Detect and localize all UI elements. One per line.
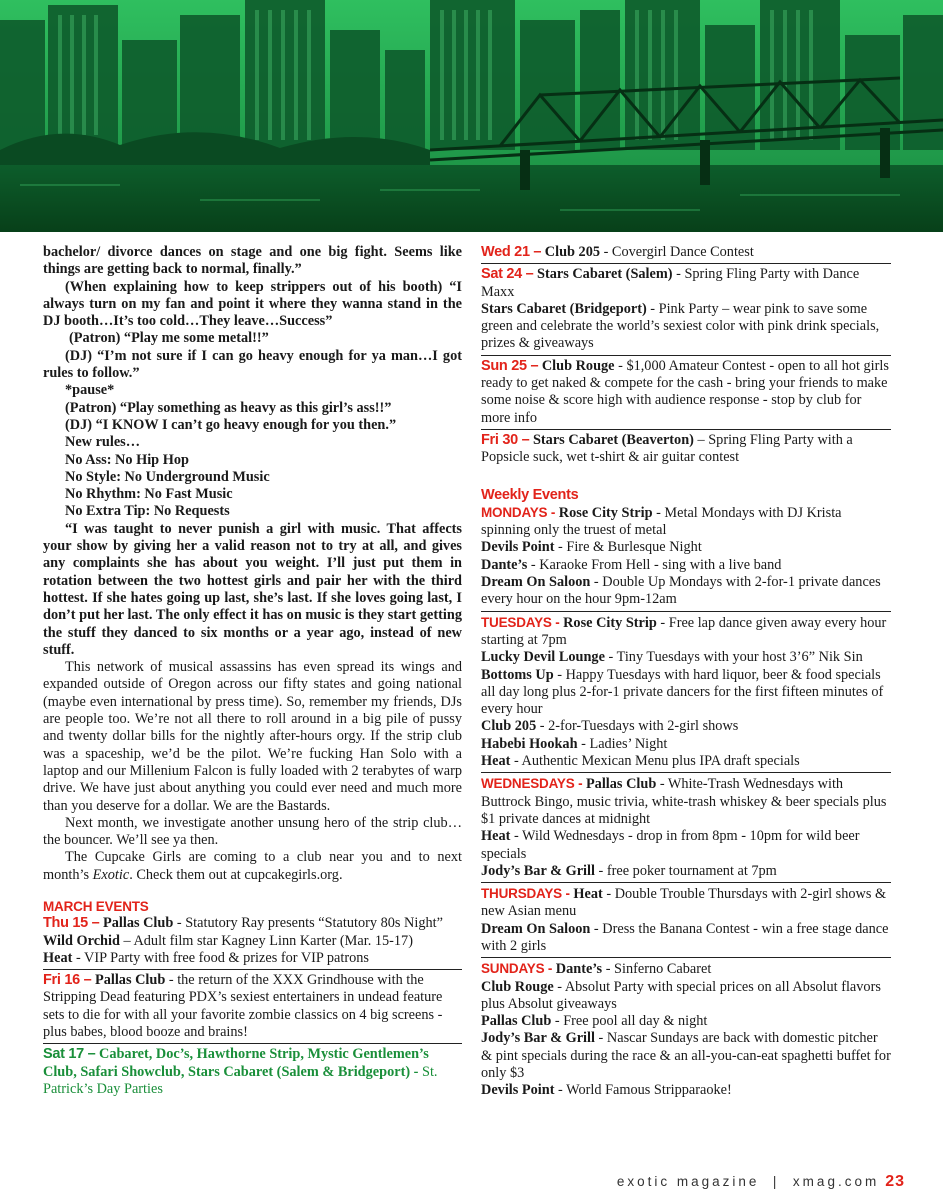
divider	[481, 429, 891, 430]
article-paragraph: (DJ) “I KNOW I can’t go heavy enough for you then.”	[65, 416, 397, 433]
weekday-label: WEDNESDAYS -	[481, 776, 583, 792]
article-paragraph: bachelor/ divorce dances on stage and one big fight. Seems like things are getting back to normal, finally.”	[43, 244, 462, 278]
divider	[481, 957, 891, 958]
article-paragraph: *pause*	[65, 382, 115, 399]
article-paragraph: (DJ) “I’m not sure if I can go heavy enough for ya man…I got rules to follow.”	[43, 347, 462, 382]
weekly-block-mondays	[481, 504, 891, 609]
event-date: Fri 30 –	[481, 431, 530, 448]
paragraph-text: The Cupcake Girls are coming to a club near you and to next month’s	[43, 849, 462, 883]
event-description: - Fire & Burlesque Night	[554, 539, 702, 556]
event-description: - Spring Fling Party with Dance Maxx	[481, 266, 860, 300]
divider	[43, 969, 462, 970]
event-date: Wed 21 –	[481, 244, 542, 260]
event-description: - Pink Party – wear pink to save some green and celebrate the world’s sexiest color with pink drink specials, prizes & giveaways	[481, 300, 880, 352]
article-paragraph: (Patron) “Play something as heavy as this girl’s ass!!”	[65, 399, 392, 416]
event-venue: Pallas Club	[94, 972, 166, 989]
event-venue: Dream On Saloon	[481, 574, 591, 591]
weekly-block-sundays	[481, 960, 891, 1099]
event-description: - Absolut Party with special prices on all Absolut flavors plus Absolut giveaways	[481, 978, 881, 1012]
event-venue: Pallas Club	[103, 915, 174, 932]
divider	[481, 355, 891, 356]
event-block	[43, 1046, 462, 1098]
event-description: - Double Up Mondays with 2-for-1 private dances every hour on the hour 9pm-12am	[481, 574, 881, 608]
event-description: – Spring Fling Party with a Popsicle suck, wet t-shirt & air guitar contest	[481, 431, 853, 466]
event-venue: Lucky Devil Lounge	[481, 649, 605, 666]
event-description: - White-Trash Wednesdays with Buttrock Bingo, music trivia, white-trash whiskey & beer specials plus $1 private dances at midnight	[481, 776, 887, 827]
event-venue: Heat	[43, 949, 73, 966]
event-venue: Heat	[481, 753, 511, 770]
event-venue: Bottoms Up	[481, 666, 554, 683]
weekday-label: TUESDAYS -	[481, 614, 560, 630]
event-venue: Rose City Strip	[558, 504, 653, 521]
event-description: - Authentic Mexican Menu plus IPA draft specials	[510, 753, 800, 770]
event-venue: Stars Cabaret (Salem)	[537, 266, 673, 283]
event-venue: Club Rouge	[481, 978, 554, 995]
event-block	[43, 915, 462, 967]
event-description: - Nascar Sundays are back with domestic pitcher & pint specials during the race & an all-you-can-eat spaghetti buffet for only $3	[481, 1030, 891, 1082]
event-description: - Double Trouble Thursdays with 2-girl shows & new Asian menu	[481, 886, 887, 920]
event-venue: Rose City Strip	[563, 614, 657, 631]
event-venue: Heat	[481, 828, 511, 845]
weekly-block-thursdays	[481, 885, 891, 955]
paragraph-text: . Check them out at cupcakegirls.org.	[129, 866, 343, 883]
article-paragraph	[43, 849, 462, 884]
event-block	[481, 266, 891, 352]
weekday-label: SUNDAYS -	[481, 961, 553, 977]
event-date: Sat 24 –	[481, 266, 534, 283]
event-description: - VIP Party with free food & prizes for VIP patrons	[72, 949, 369, 966]
divider	[43, 1043, 462, 1044]
article-paragraph: No Rhythm: No Fast Music	[65, 486, 233, 503]
article-paragraph: Next month, we investigate another unsung hero of the strip club…the bouncer. We’ll see ya then.	[43, 814, 462, 849]
event-date: Fri 16 –	[43, 972, 92, 989]
event-venue: Stars Cabaret (Bridgeport)	[481, 300, 647, 317]
event-venue: Habebi Hookah	[481, 735, 578, 752]
event-description: - Free pool all day & night	[551, 1013, 708, 1030]
event-venue: Cabaret, Doc’s, Hawthorne Strip, Mystic Gentlemen’s Club, Safari Showclub, Stars Cabaret (Salem & Bridgeport) -	[43, 1046, 429, 1080]
event-block	[481, 432, 891, 467]
event-description: - Ladies’ Night	[577, 735, 668, 752]
event-description: - World Famous Stripparaoke!	[554, 1082, 732, 1099]
event-description: - Dress the Banana Contest - win a free stage dance with 2 girls	[481, 920, 889, 954]
page-number: 23	[885, 1173, 905, 1190]
event-venue: Club 205	[544, 244, 601, 260]
event-venue: Jody’s Bar & Grill	[481, 1030, 595, 1047]
event-description: - Wild Wednesdays - drop in from 8pm - 10pm for wild beer specials	[481, 828, 860, 862]
event-date: Thu 15 –	[43, 915, 100, 932]
event-venue: Dante’s	[481, 556, 528, 573]
event-venue: Pallas Club	[585, 776, 657, 793]
article-paragraph: New rules…	[65, 434, 141, 451]
weekly-events-heading: Weekly Events	[481, 486, 579, 503]
article-paragraph: This network of musical assassins has even spread its wings and expanded outside of Oregon across our fifty states and going national (maybe even international by press time). So, remember my friends, DJs are people too. We’re not all there to roll around in a big pile of pussy and twenty dollar bills for the nightly after-hours orgy. If the strip club was a spaceship, we’d be the pilot. We’re fucking Han Solo with a laptop and our Millenium Falcon is fully loaded with 2 terabytes of warp drive. We have just about anything you could ever need and much more than you deserve for a dollar. We are the Bastards.	[43, 659, 462, 814]
divider	[481, 611, 891, 612]
weekday-label: THURSDAYS -	[481, 886, 570, 902]
event-description: - Sinferno Cabaret	[602, 961, 712, 978]
event-venue: Jody’s Bar & Grill	[481, 862, 595, 879]
footer-publication: exotic magazine | xmag.com	[616, 1174, 880, 1189]
event-venue: Club 205	[481, 718, 537, 735]
event-venue: Dante’s	[555, 961, 603, 978]
article-paragraph: No Style: No Underground Music	[65, 468, 270, 485]
event-description: - Covergirl Dance Contest	[600, 244, 754, 260]
event-block	[43, 972, 462, 1041]
left-article-column	[43, 244, 462, 1098]
divider	[481, 882, 891, 883]
event-block	[481, 244, 891, 261]
article-paragraph: (When explaining how to keep strippers out of his booth) “I always turn on my fan and point it where they wanna stand in the DJ booth…It’s too cold…They leave…Success”	[43, 278, 462, 330]
weekday-label: MONDAYS -	[481, 504, 556, 520]
event-venue: Club Rouge	[541, 357, 615, 374]
event-description: St. Patrick’s Day Parties	[43, 1063, 438, 1097]
event-description: - Metal Mondays with DJ Krista spinning only the truest of metal	[481, 504, 842, 539]
event-venue: Stars Cabaret (Beaverton)	[532, 431, 694, 448]
event-description: - 2-for-Tuesdays with 2-girl shows	[536, 718, 739, 735]
article-paragraph: (Patron) “Play me some metal!!”	[69, 330, 269, 347]
event-venue: Devils Point	[481, 539, 555, 556]
event-description: - $1,000 Amateur Contest - open to all hot girls ready to get naked & compete for the cash - bring your friends to make some noise & score high with audience response - stop by club for more info	[481, 357, 889, 426]
weekly-block-tuesdays	[481, 614, 891, 771]
event-venue: Pallas Club	[481, 1013, 552, 1030]
event-block	[481, 358, 891, 427]
article-paragraph: No Extra Tip: No Requests	[65, 503, 230, 520]
event-venue: Wild Orchid	[43, 932, 120, 949]
event-date: Sun 25 –	[481, 357, 539, 374]
divider	[481, 263, 891, 264]
event-description: - Free lap dance given away every hour starting at 7pm	[481, 614, 887, 648]
march-events-heading: MARCH EVENTS	[43, 898, 149, 914]
event-description: – Adult film star Kagney Linn Karter (Mar. 15-17)	[119, 932, 413, 949]
event-venue: Heat	[573, 886, 603, 903]
event-description: - free poker tournament at 7pm	[594, 862, 777, 879]
article-paragraph: “I was taught to never punish a girl with music. That affects your show by giving her a valid reason not to try at all, and gives any complaints she has about you weight. I’ll just put them in rotation between the two hottest girls and pair her with the third hottest. If she hates going up last, she’s last. If she loves going last, I don’t put her last. The only effect it has on music is they start getting the stuff they danced to six months or a year ago, instead of new stuff.	[43, 520, 462, 658]
right-events-column	[481, 244, 891, 1100]
article-paragraph: No Ass: No Hip Hop	[65, 451, 189, 468]
event-venue: Devils Point	[481, 1082, 555, 1099]
event-description: - Statutory Ray presents “Statutory 80s Night”	[173, 915, 443, 932]
magazine-title: Exotic	[92, 866, 130, 883]
event-date: Sat 17 –	[43, 1046, 96, 1063]
skyline-illustration	[0, 0, 943, 232]
divider	[481, 772, 891, 773]
page-footer	[560, 1173, 905, 1191]
event-venue: Dream On Saloon	[481, 920, 591, 937]
event-description: - Tiny Tuesdays with your host 3’6” Nik Sin	[604, 649, 863, 666]
event-description: - Karaoke From Hell - sing with a live band	[527, 556, 782, 573]
event-description: - the return of the XXX Grindhouse with the Stripping Dead featuring PDX’s sexiest entertainers in undead feature sets to die for with all your favorite zombie classics on 4 big screens - plus babes, blood booze and brains!	[43, 972, 443, 1041]
header-skyline-photo	[0, 0, 943, 232]
weekly-block-wednesdays	[481, 775, 891, 880]
event-description: - Happy Tuesdays with hard liquor, beer & food specials all day long plus 2-for-1 private dancers for the first fifteen minutes of every hour	[481, 666, 884, 718]
